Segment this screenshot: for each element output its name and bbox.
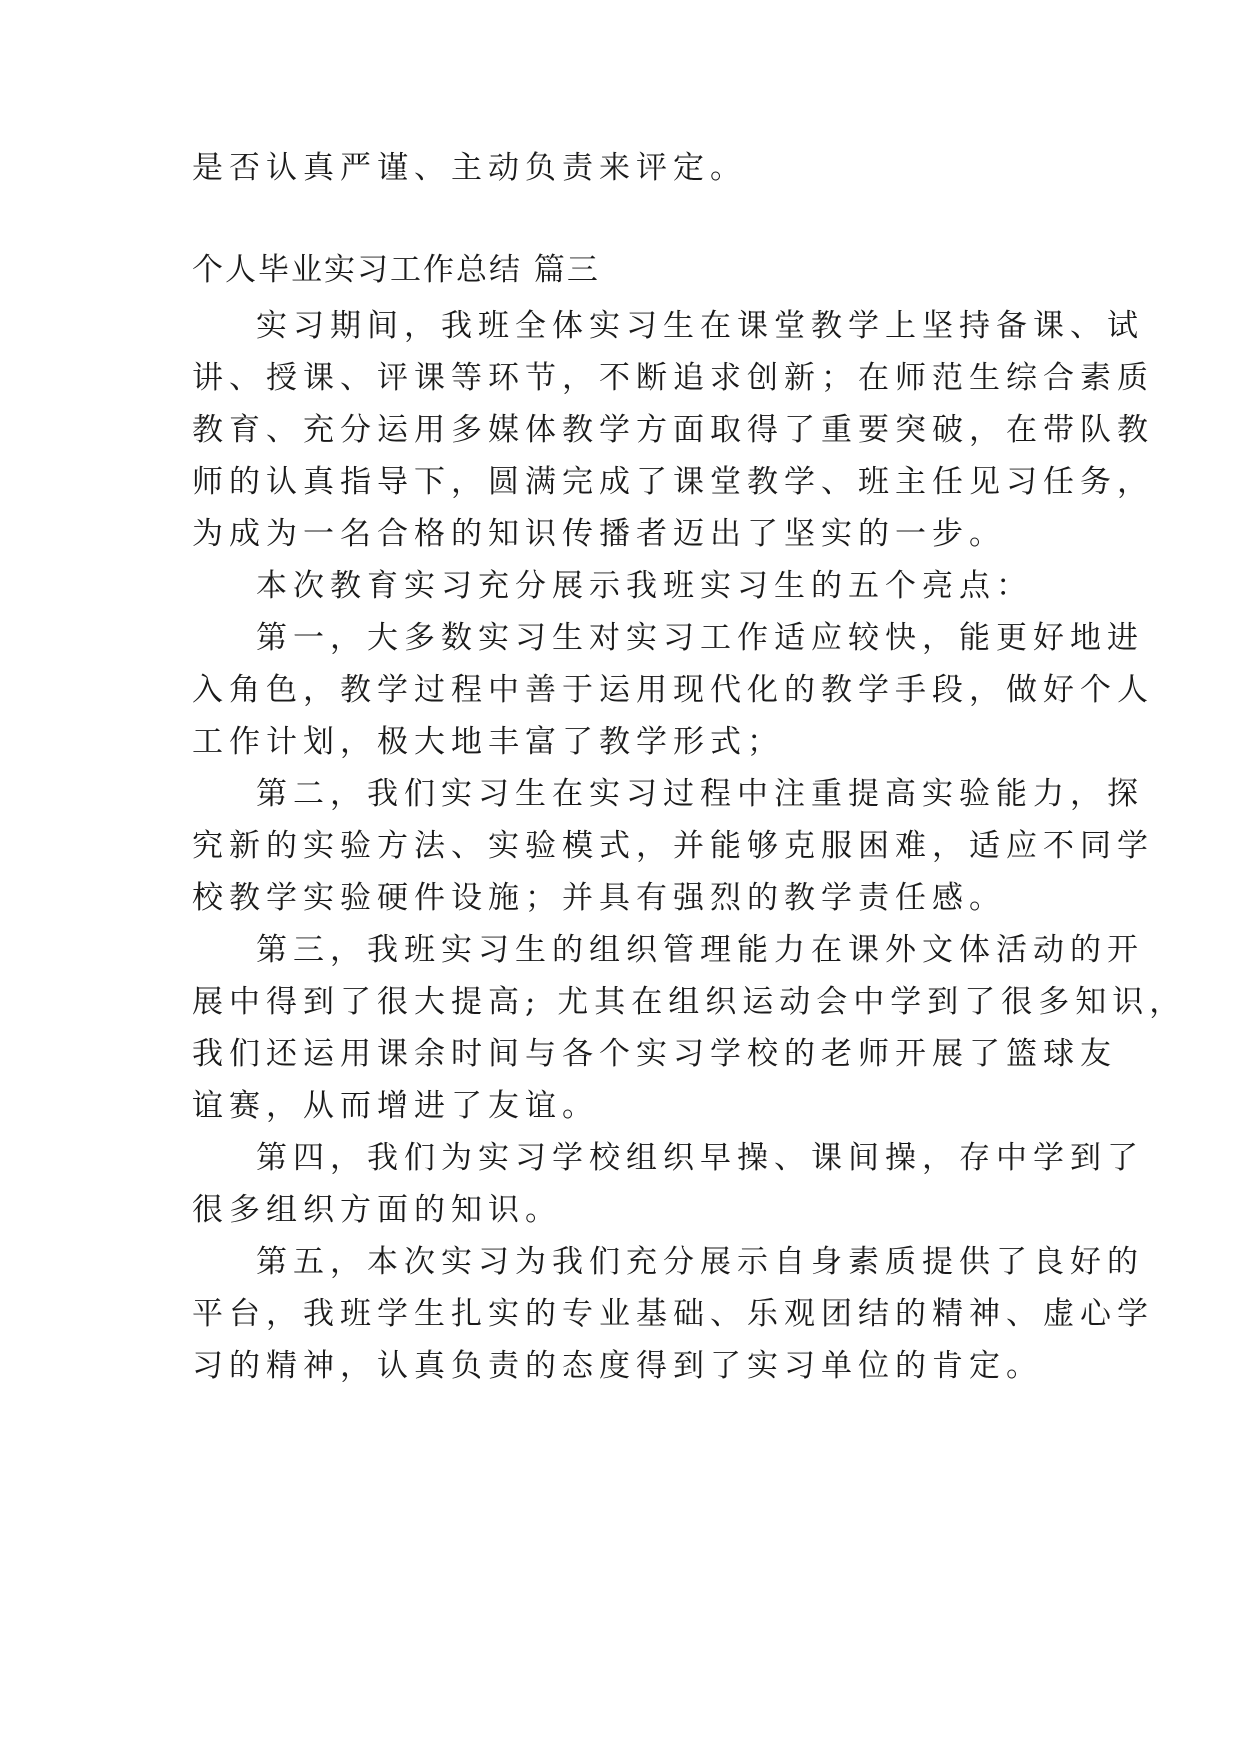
paragraph-line: 第四，我们为实习学校组织早操、课间操，存中学到了 bbox=[256, 1140, 1144, 1176]
paragraph-line: 入角色，教学过程中善于运用现代化的教学手段，做好个人 bbox=[192, 672, 1154, 708]
paragraph-line: 究新的实验方法、实验模式，并能够克服困难，适应不同学 bbox=[192, 828, 1154, 864]
paragraph-line: 师的认真指导下，圆满完成了课堂教学、班主任见习任务， bbox=[192, 464, 1154, 500]
paragraph-line: 第三，我班实习生的组织管理能力在课外文体活动的开 bbox=[256, 932, 1144, 968]
paragraph-line: 第五，本次实习为我们充分展示自身素质提供了良好的 bbox=[256, 1244, 1144, 1280]
paragraph-line: 教育、充分运用多媒体教学方面取得了重要突破，在带队教 bbox=[192, 412, 1154, 448]
paragraph-line: 讲、授课、评课等环节，不断追求创新；在师范生综合素质 bbox=[192, 360, 1154, 396]
paragraph-line: 平台，我班学生扎实的专业基础、乐观团结的精神、虚心学 bbox=[192, 1296, 1154, 1332]
section-heading: 个人毕业实习工作总结 篇三 bbox=[192, 252, 600, 288]
paragraph-line: 第一，大多数实习生对实习工作适应较快，能更好地进 bbox=[256, 620, 1144, 656]
paragraph-line: 谊赛，从而增进了友谊。 bbox=[192, 1088, 599, 1124]
paragraph-line: 为成为一名合格的知识传播者迈出了坚实的一步。 bbox=[192, 516, 1006, 552]
paragraph-line: 展中得到了很大提高; 尤其在组织运动会中学到了很多知识， bbox=[192, 984, 1187, 1020]
paragraph-line: 本次教育实习充分展示我班实习生的五个亮点： bbox=[256, 568, 1033, 604]
paragraph-line: 校教学实验硬件设施；并具有强烈的教学责任感。 bbox=[192, 880, 1006, 916]
body-text-line: 是否认真严谨、主动负责来评定。 bbox=[192, 150, 747, 186]
paragraph-line: 我们还运用课余时间与各个实习学校的老师开展了篮球友 bbox=[192, 1036, 1117, 1072]
paragraph-line: 习的精神，认真负责的态度得到了实习单位的肯定。 bbox=[192, 1348, 1043, 1384]
paragraph-line: 实习期间，我班全体实习生在课堂教学上坚持备课、试 bbox=[256, 308, 1144, 344]
paragraph-line: 工作计划，极大地丰富了教学形式； bbox=[192, 724, 784, 760]
paragraph-line: 很多组织方面的知识。 bbox=[192, 1192, 562, 1228]
paragraph-line: 第二，我们实习生在实习过程中注重提高实验能力，探 bbox=[256, 776, 1144, 812]
